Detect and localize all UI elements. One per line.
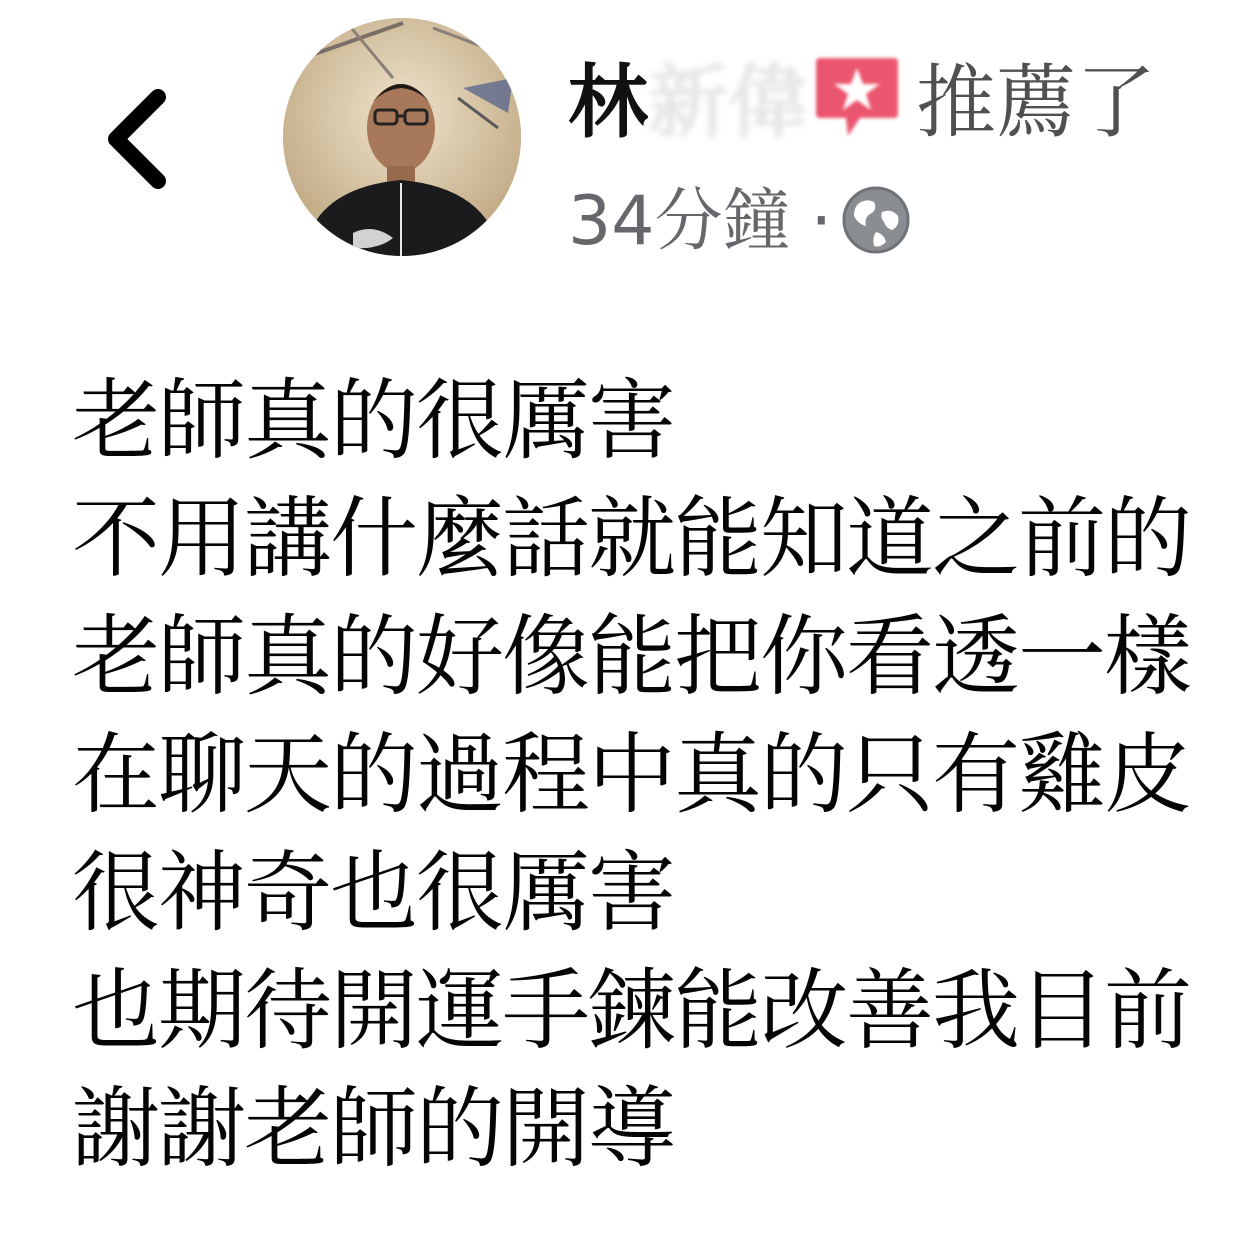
post-text-line: 不用講什麼話就能知道之前的 [72,487,1191,590]
profile-photo-avatar [283,18,521,256]
author-name[interactable]: 林 [568,56,648,149]
post-text-line: 謝謝老師的開導 [72,1077,675,1180]
globe-icon[interactable] [840,184,912,256]
post-header [568,52,1241,152]
post-text-line: 在聊天的過程中真的只有雞皮 [72,723,1191,826]
meta-separator: · [810,182,833,261]
action-text: 推薦了 [916,56,1156,149]
timestamp[interactable]: 34分鐘 [568,182,791,261]
chevron-left-icon [100,85,180,195]
author-name-faded[interactable]: 新偉 [648,56,808,149]
post-meta [568,172,912,272]
post-text-line: 也期待開運手鍊能改善我目前 [72,959,1191,1062]
post-body [72,362,1241,1188]
avatar[interactable] [283,18,521,256]
post-text-line: 老師真的好像能把你看透一樣 [72,605,1191,708]
post-text-line: 很神奇也很厲害 [72,841,675,944]
recommendation-star-badge-icon [812,52,902,142]
back-button[interactable] [100,85,180,195]
post-text-line: 老師真的很厲害 [72,369,675,472]
